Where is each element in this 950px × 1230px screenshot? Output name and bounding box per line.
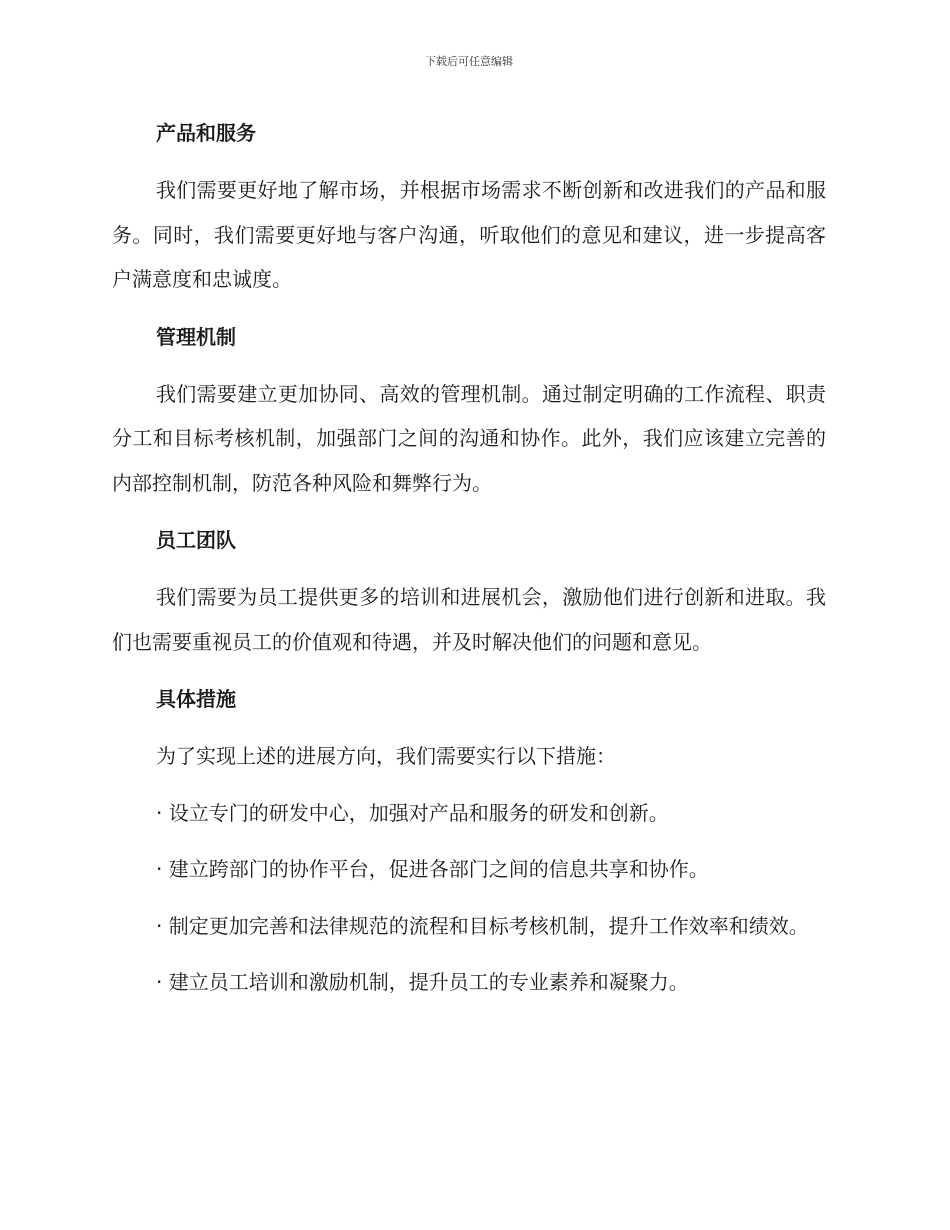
section-heading-staff: 员工团队	[156, 528, 236, 552]
list-item: · 制定更加完善和法律规范的流程和目标考核机制，提升工作效率和绩效。	[156, 913, 809, 938]
section-paragraph-measures: 为了实现上述的进展方向，我们需要实行以下措施：	[156, 744, 616, 768]
section-paragraph-products: 我们需要更好地了解市场，并根据市场需求不断创新和改进我们的产品和服务。同时，我们需要更好地与客户沟通，听取他们的意见和建议，进一步提高客户满意度和忠诚度。	[112, 178, 826, 291]
list-item: · 建立员工培训和激励机制，提升员工的专业素养和凝聚力。	[156, 970, 689, 994]
section-paragraph-staff: 我们需要为员工提供更多的培训和进展机会，激励他们进行创新和进取。我们也需要重视员工的价值观和待遇，并及时解决他们的问题和意见。	[112, 585, 826, 654]
section-paragraph-management: 我们需要建立更加协同、高效的管理机制。通过制定明确的工作流程、职责分工和目标考核机制，加强部门之间的沟通和协作。此外，我们应该建立完善的内部控制机制，防范各种风险和舞弊行为。	[112, 381, 826, 495]
document-content	[112, 110, 826, 1005]
section-heading-management: 管理机制	[156, 324, 236, 349]
section-heading-measures: 具体措施	[156, 687, 236, 711]
header-note: 下载后可任意编辑	[425, 55, 513, 68]
list-item: · 建立跨部门的协作平台，促进各部门之间的信息共享和协作。	[156, 857, 709, 881]
section-heading-products: 产品和服务	[156, 121, 256, 145]
measures-list	[112, 791, 826, 1005]
list-item: · 设立专门的研发中心，加强对产品和服务的研发和创新。	[156, 800, 669, 825]
